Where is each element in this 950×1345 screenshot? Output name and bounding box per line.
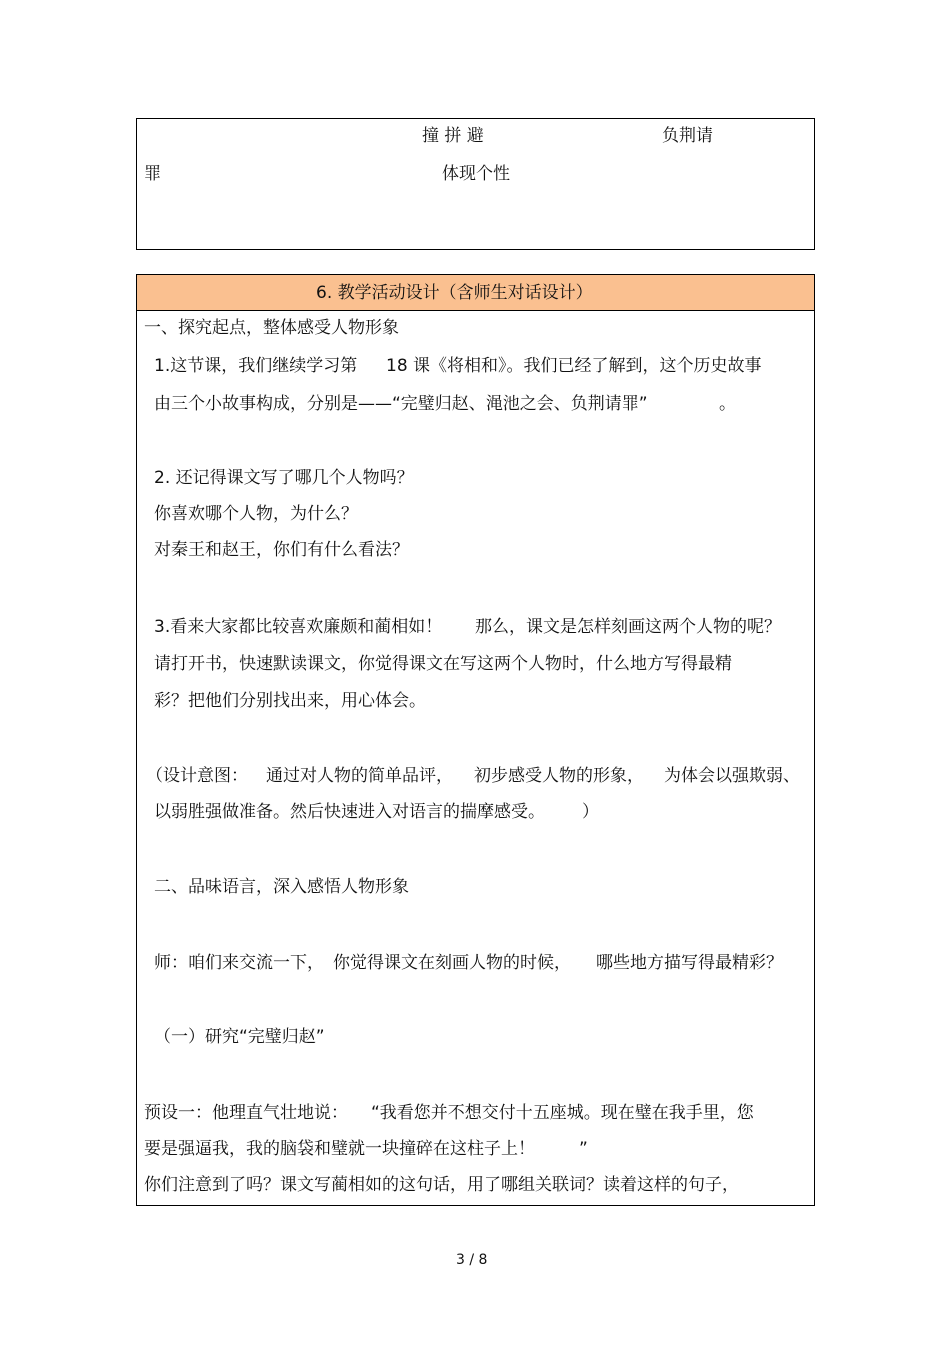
paragraph-line: 请打开书，快速默读课文，你觉得课文在写这两个人物时，什么地方写得最精	[154, 654, 732, 674]
design-intent: 以弱胜强做准备。然后快速进入对语言的揣摩感受。	[154, 802, 545, 822]
section-title: 一、探究起点，整体感受人物形象	[144, 318, 399, 338]
design-intent: 通过对人物的简单品评，	[266, 766, 453, 786]
preset-line: ”	[579, 1139, 588, 1159]
paragraph-line: 3.看来大家都比较喜欢廉颇和蔺相如！	[154, 617, 443, 637]
text-line: 体现个性	[442, 164, 510, 184]
paragraph-line: 由三个小故事构成，分别是——“完璧归赵、渑池之会、负荆请罪”	[154, 394, 648, 414]
teacher-line: 哪些地方描写得最精彩？	[596, 953, 783, 973]
subsection-title: （一）研究“完璧归赵”	[154, 1027, 325, 1047]
paragraph-line: 。	[719, 394, 736, 414]
preset-line: 预设一：他理直气壮地说：	[144, 1103, 348, 1123]
paragraph-line: 那么，课文是怎样刻画这两个人物的呢？	[475, 617, 781, 637]
page-number: 3 / 8	[456, 1252, 488, 1268]
teacher-line: 师：咱们来交流一下，	[154, 953, 324, 973]
design-intent: ）	[582, 802, 599, 822]
text-line: 撞 拼 避	[422, 126, 484, 146]
preset-line: 要是强逼我，我的脑袋和璧就一块撞碎在这柱子上！	[144, 1139, 535, 1159]
activity-header: 6. 教学活动设计（含师生对话设计）	[316, 283, 593, 303]
paragraph-line: 你喜欢哪个人物，为什么？	[154, 504, 358, 524]
design-intent: 初步感受人物的形象，	[474, 766, 644, 786]
paragraph-line: 2. 还记得课文写了哪几个人物吗？	[154, 468, 414, 488]
preset-line: 你们注意到了吗？课文写蔺相如的这句话，用了哪组关联词？读着这样的句子，	[144, 1175, 739, 1195]
paragraph-line: 1.这节课，我们继续学习第	[154, 356, 358, 376]
section-title: 二、品味语言，深入感悟人物形象	[154, 877, 409, 897]
text-line: 罪	[144, 164, 161, 184]
design-intent: （设计意图：	[146, 766, 248, 786]
design-intent: 为体会以强欺弱、	[664, 766, 800, 786]
preset-line: “我看您并不想交付十五座城。现在璧在我手里，您	[371, 1103, 754, 1123]
text-line: 负荆请	[662, 126, 713, 146]
teacher-line: 你觉得课文在刻画人物的时候，	[333, 953, 571, 973]
paragraph-line: 18 课《将相和》。我们已经了解到，这个历史故事	[386, 356, 762, 376]
paragraph-line: 对秦王和赵王，你们有什么看法？	[154, 540, 409, 560]
paragraph-line: 彩？把他们分别找出来，用心体会。	[154, 691, 426, 711]
